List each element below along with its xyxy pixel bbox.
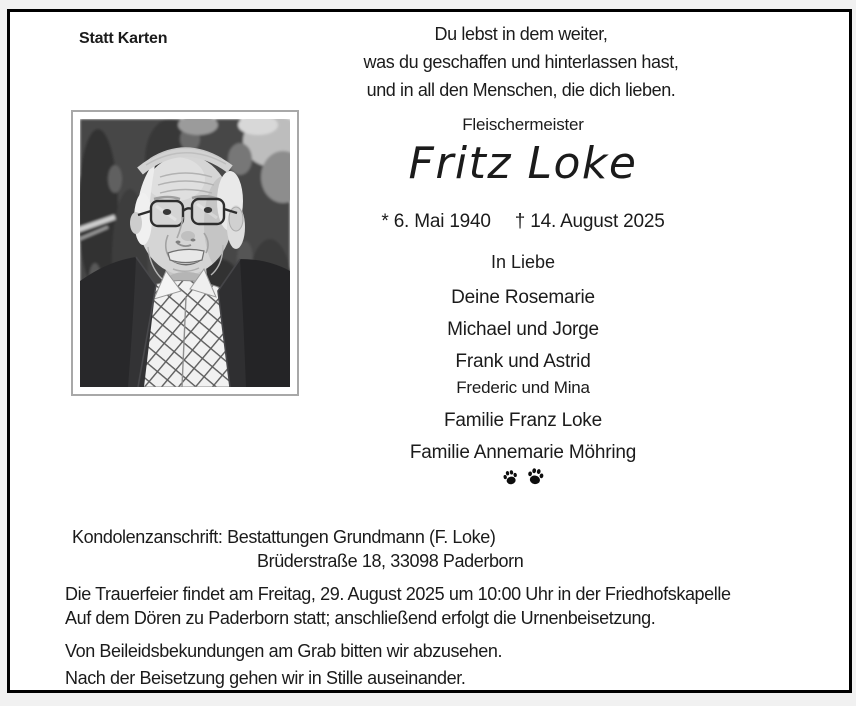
funeral-info-line-4: Nach der Beisetzung gehen wir in Stille auseinander. bbox=[65, 668, 466, 688]
mourner-name: Familie Annemarie Möhring bbox=[409, 442, 637, 463]
photo-frame bbox=[71, 110, 299, 396]
paw-print-icon bbox=[525, 466, 545, 488]
poem-line-2: was du geschaffen und hinterlassen hast, bbox=[363, 52, 679, 72]
mourner-name: Familie Franz Loke bbox=[444, 410, 602, 431]
poem-line-1: Du lebst in dem weiter, bbox=[434, 24, 608, 44]
mourner-name: Frederic und Mina bbox=[456, 378, 590, 397]
statt-karten-label: Statt Karten bbox=[79, 30, 168, 47]
portrait-photo bbox=[80, 119, 290, 387]
death-date: † 14. August 2025 bbox=[514, 211, 665, 232]
poem bbox=[291, 20, 751, 104]
condolence-address-line-2: Brüderstraße 18, 33098 Paderborn bbox=[257, 551, 524, 571]
mourners-intro: In Liebe bbox=[490, 252, 556, 272]
portrait-clothing bbox=[80, 257, 290, 387]
life-dates bbox=[323, 211, 723, 233]
birth-date: * 6. Mai 1940 bbox=[381, 211, 491, 232]
paw-prints bbox=[323, 467, 723, 486]
obituary-card bbox=[7, 9, 852, 693]
mourner-name: Michael und Jorge bbox=[447, 319, 599, 340]
profession-label: Fleischermeister bbox=[462, 115, 584, 134]
mourner-name: Frank und Astrid bbox=[455, 351, 591, 372]
funeral-info-line-1: Die Trauerfeier findet am Freitag, 29. August 2025 um 10:00 Uhr in der Friedhofskapelle bbox=[65, 584, 731, 604]
funeral-info-line-2: Auf dem Dören zu Paderborn statt; anschließend erfolgt die Urnenbeisetzung. bbox=[65, 608, 656, 628]
deceased-name: Fritz Loke bbox=[408, 138, 638, 189]
poem-line-3: und in all den Menschen, die dich lieben. bbox=[366, 80, 676, 100]
funeral-info-line-3: Von Beileidsbekundungen am Grab bitten wir abzusehen. bbox=[65, 641, 503, 661]
paw-print-icon bbox=[501, 468, 519, 488]
condolence-address-line-1: Kondolenzanschrift: Bestattungen Grundmann (F. Loke) bbox=[72, 527, 496, 547]
mourner-name: Deine Rosemarie bbox=[451, 287, 595, 308]
